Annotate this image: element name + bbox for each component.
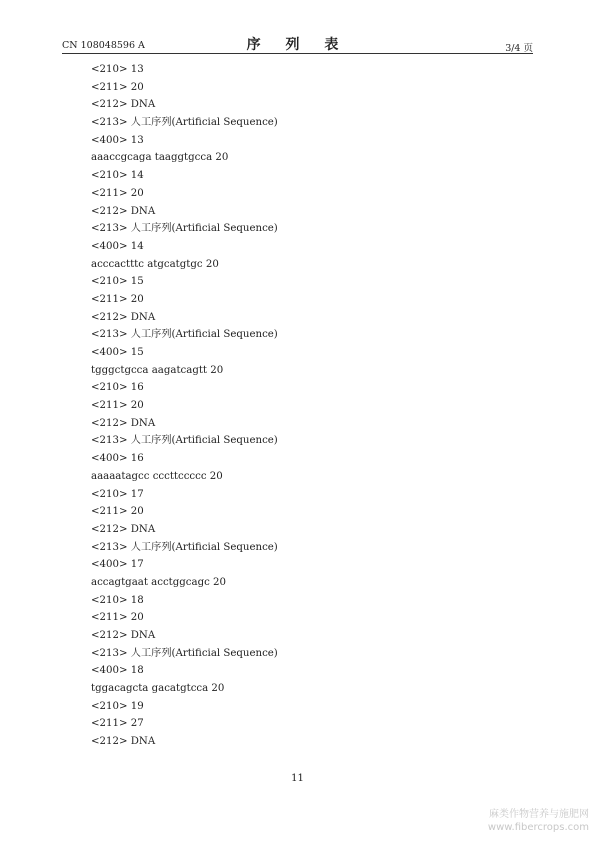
sequence-line: <400> 15 bbox=[91, 347, 144, 358]
sequence-line: <213> 人工序列(Artificial Sequence) bbox=[91, 541, 278, 553]
sequence-line: acccactttc atgcatgtgc 20 bbox=[91, 258, 219, 270]
sequence-line: <210> 18 bbox=[91, 594, 144, 606]
sequence-line: <213> 人工序列(Artificial Sequence) bbox=[91, 223, 278, 235]
sequence-line: <211> 20 bbox=[91, 400, 144, 412]
sequence-line: aaaaatagcc cccttccccc 20 bbox=[91, 470, 223, 482]
sequence-line: tggacagcta gacatgtcca 20 bbox=[91, 683, 225, 695]
sequence-line: tgggctgcca aagatcagtt 20 bbox=[91, 364, 224, 376]
sequence-line: <213> 人工序列(Artificial Sequence) bbox=[91, 329, 278, 341]
sequence-line: <212> DNA bbox=[91, 736, 156, 748]
sequence-line: <212> DNA bbox=[91, 311, 156, 323]
page-number: 11 bbox=[291, 773, 304, 784]
page-title: 序 列 表 bbox=[246, 37, 349, 53]
watermark-url: www.fibercrops.com bbox=[487, 822, 589, 833]
sequence-line: <210> 15 bbox=[91, 276, 144, 288]
sequence-line: <400> 18 bbox=[91, 665, 144, 677]
sequence-line: <212> DNA bbox=[91, 99, 156, 111]
page-indicator: 3/4 页 bbox=[505, 43, 533, 54]
sequence-line: <212> DNA bbox=[91, 630, 156, 641]
page-header bbox=[62, 34, 533, 54]
sequence-line: <211> 20 bbox=[91, 187, 144, 199]
sequence-line: <211> 27 bbox=[91, 718, 144, 730]
sequence-line: <212> DNA bbox=[91, 205, 156, 217]
sequence-line: <213> 人工序列(Artificial Sequence) bbox=[91, 435, 278, 447]
sequence-line: aaaccgcaga taaggtgcca 20 bbox=[91, 152, 229, 164]
sequence-line: <210> 16 bbox=[91, 382, 144, 394]
sequence-listing bbox=[91, 61, 278, 751]
sequence-line: <210> 17 bbox=[91, 488, 144, 500]
sequence-line: <211> 20 bbox=[91, 293, 144, 305]
sequence-line: <211> 20 bbox=[91, 506, 144, 518]
watermark-name: 麻类作物营养与施肥网 bbox=[489, 809, 589, 820]
sequence-line: <400> 14 bbox=[91, 240, 144, 252]
sequence-line: <400> 16 bbox=[91, 453, 144, 465]
sequence-line: <210> 19 bbox=[91, 700, 144, 712]
sequence-line: <211> 20 bbox=[91, 81, 144, 93]
sequence-line: <400> 17 bbox=[91, 559, 144, 571]
sequence-line: accagtgaat acctggcagc 20 bbox=[91, 576, 227, 588]
sequence-line: <210> 13 bbox=[91, 64, 144, 75]
sequence-line: <210> 14 bbox=[91, 170, 144, 182]
sequence-line: <211> 20 bbox=[91, 612, 144, 624]
sequence-line: <400> 13 bbox=[91, 134, 144, 146]
sequence-line: <212> DNA bbox=[91, 417, 156, 429]
sequence-line: <212> DNA bbox=[91, 523, 156, 535]
header-divider bbox=[62, 53, 533, 54]
patent-number: CN 108048596 A bbox=[62, 40, 145, 51]
sequence-line: <213> 人工序列(Artificial Sequence) bbox=[91, 117, 278, 129]
sequence-line: <213> 人工序列(Artificial Sequence) bbox=[91, 647, 278, 659]
site-watermark bbox=[488, 808, 589, 834]
